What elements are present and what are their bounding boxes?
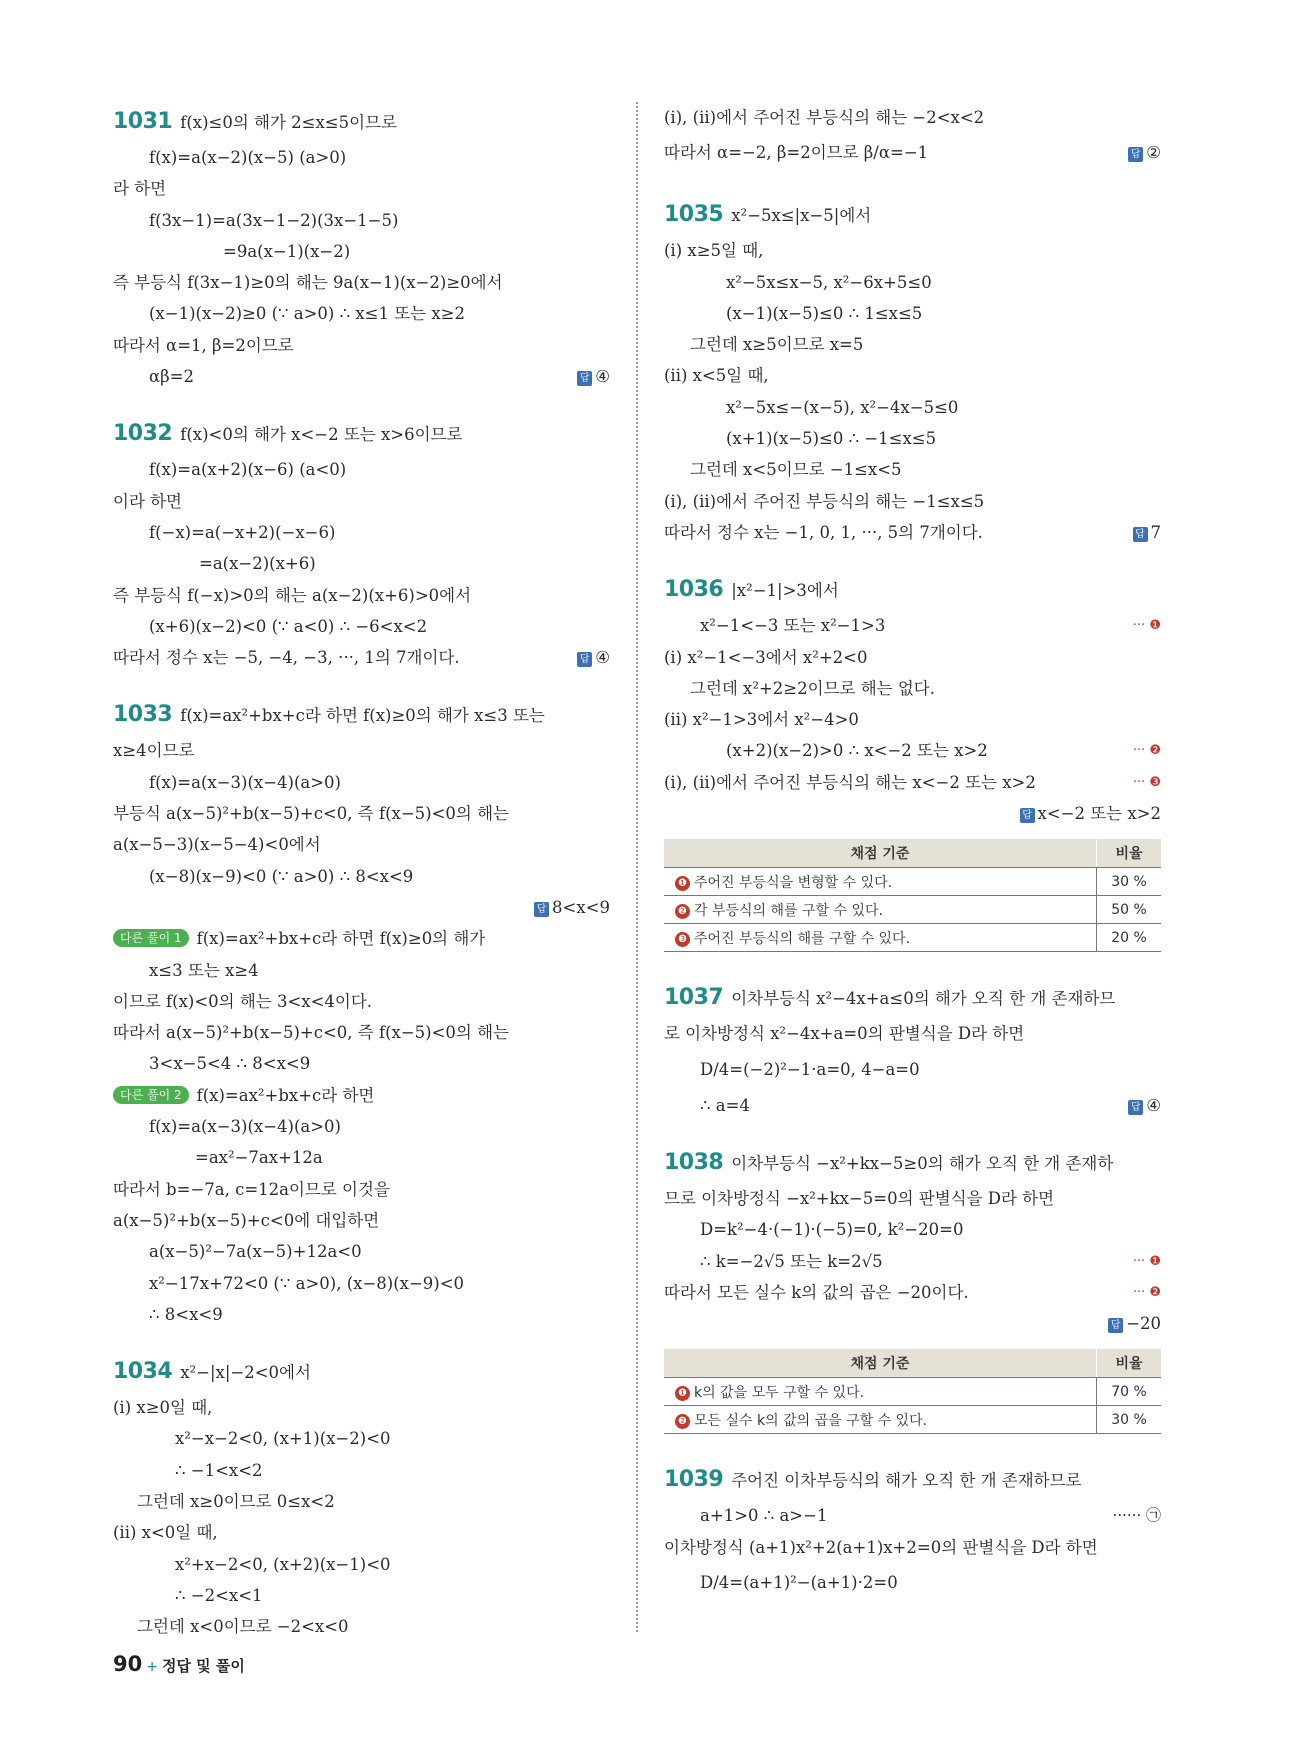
- answer-value: x<−2 또는 x>2: [1037, 804, 1161, 824]
- page-number: 90: [113, 1652, 143, 1676]
- answer-mark: [577, 361, 610, 392]
- solution-line: (ii) x²−1>3에서 x²−4>0: [664, 710, 859, 730]
- answer-value: 7: [1150, 522, 1161, 542]
- problem-1032-header: [113, 414, 610, 454]
- page-footer: [113, 1652, 245, 1676]
- solution-line: 즉 부등식 f(3x−1)≥0의 해는 9a(x−1)(x−2)≥0에서: [113, 273, 503, 293]
- solution-line: ∴ −2<x<1: [175, 1585, 263, 1605]
- solution-line: [113, 892, 610, 923]
- solution-line: [664, 1246, 1161, 1277]
- problem-1037-header: [664, 978, 1161, 1018]
- step-marker: ··· ❶: [1132, 618, 1161, 634]
- solution-line: x²−x−2<0, (x+1)(x−2)<0: [175, 1429, 391, 1449]
- solution-line: x²−17x+72<0 (∵ a>0), (x−8)(x−9)<0: [149, 1273, 465, 1293]
- criterion-text: 각 부등식의 해를 구할 수 있다.: [694, 902, 883, 919]
- solution-text: f(x)=ax²+bx+c라 하면 f(x)≥0의 해가: [196, 929, 486, 949]
- solution-text: ∴ a=4: [700, 1095, 750, 1115]
- solution-line: 즉 부등식 f(−x)>0의 해는 a(x−2)(x+6)>0에서: [113, 585, 472, 605]
- solution-text: αβ=2: [149, 367, 195, 387]
- solution-line: =ax²−7ax+12a: [195, 1148, 323, 1168]
- left-column: [113, 102, 610, 1642]
- problem-1038-header: [664, 1143, 1161, 1183]
- solution-line: 따라서 a(x−5)²+b(x−5)+c<0, 즉 f(x−5)<0의 해는: [113, 1023, 509, 1043]
- answer-icon: 답: [577, 652, 592, 667]
- step-marker: ··· ❸: [1132, 774, 1161, 790]
- problem-number: 1036: [664, 577, 724, 603]
- solution-text: x²−5x≤|x−5|에서: [731, 206, 872, 226]
- solution-text: f(x)≤0의 해가 2≤x≤5이므로: [180, 113, 397, 132]
- solution-text: a+1>0 ∴ a>−1: [700, 1506, 828, 1526]
- solution-line: (i), (ii)에서 주어진 부등식의 해는 −2<x<2: [664, 108, 985, 127]
- solution-text: 이차부등식 x²−4x+a≤0의 해가 오직 한 개 존재하므: [731, 989, 1116, 1009]
- answer-mark: [1020, 798, 1161, 829]
- answer-icon: 답: [534, 902, 549, 917]
- solution-line: [113, 642, 610, 673]
- plus-icon: +: [146, 1659, 158, 1675]
- scoring-table: [664, 839, 1161, 952]
- criterion-marker: ❶: [675, 876, 690, 891]
- solution-line: ∴ −1<x<2: [175, 1460, 263, 1480]
- table-row: [664, 1378, 1161, 1406]
- solution-line: (i), (ii)에서 주어진 부등식의 해는 −1≤x≤5: [664, 491, 985, 511]
- solution-text: 따라서 모든 실수 k의 값의 곱은 −20이다.: [664, 1282, 969, 1302]
- solution-line: [664, 517, 1161, 548]
- answer-icon: 답: [1128, 147, 1143, 162]
- solution-line: [664, 610, 1161, 641]
- solution-line: 그런데 x<0이므로 −2<x<0: [137, 1617, 349, 1637]
- answer-mark: [534, 892, 610, 923]
- solution-line: (i) x≥0일 때,: [113, 1398, 213, 1418]
- solution-line: [664, 767, 1161, 798]
- solution-line: 따라서 b=−7a, c=12a이므로 이것을: [113, 1179, 390, 1199]
- problem-number: 1034: [113, 1359, 173, 1385]
- criterion-marker: ❸: [675, 932, 690, 947]
- problem-1039-header: [664, 1460, 1161, 1500]
- table-row: [664, 896, 1161, 924]
- solution-text: 따라서 정수 x는 −1, 0, 1, ···, 5의 7개이다.: [664, 522, 983, 542]
- answer-value: ④: [1146, 1095, 1161, 1115]
- criterion-text: 모든 실수 k의 값의 곱을 구할 수 있다.: [694, 1412, 928, 1429]
- solution-text: (x+2)(x−2)>0 ∴ x<−2 또는 x>2: [726, 741, 988, 761]
- solution-line: x≤3 또는 x≥4: [149, 960, 259, 980]
- answer-mark: [577, 642, 610, 673]
- solution-line: [664, 1090, 1161, 1121]
- solution-line: [664, 1277, 1161, 1308]
- criterion-text: 주어진 부등식의 해를 구할 수 있다.: [694, 930, 911, 947]
- solution-line: f(x)=a(x−3)(x−4)(a>0): [149, 772, 341, 792]
- problem-1036-header: [664, 570, 1161, 610]
- solution-line: (i) x²−1<−3에서 x²+2<0: [664, 647, 868, 667]
- problem-1035-header: [664, 195, 1161, 235]
- solution-line: 그런데 x≥0이므로 0≤x<2: [137, 1491, 335, 1511]
- solution-line: f(−x)=a(−x+2)(−x−6): [149, 522, 336, 542]
- solution-line: f(x)=a(x−2)(x−5) (a>0): [149, 148, 347, 167]
- solution-line: f(x)=a(x+2)(x−6) (a<0): [149, 460, 347, 480]
- criterion-marker: ❶: [675, 1386, 690, 1401]
- column-divider: [636, 102, 638, 1632]
- solution-line: 그런데 x≥5이므로 x=5: [690, 335, 864, 355]
- solution-line: 므로 이차방정식 −x²+kx−5=0의 판별식을 D라 하면: [664, 1188, 1055, 1208]
- problem-number: 1035: [664, 202, 724, 228]
- solution-line: 부등식 a(x−5)²+b(x−5)+c<0, 즉 f(x−5)<0의 해는: [113, 804, 509, 824]
- solution-line: 이라 하면: [113, 491, 183, 511]
- solution-line: x²+x−2<0, (x+2)(x−1)<0: [175, 1554, 391, 1574]
- solution-line: [664, 1308, 1161, 1339]
- table-header: 비율: [1097, 839, 1162, 868]
- solution-text: (i), (ii)에서 주어진 부등식의 해는 x<−2 또는 x>2: [664, 772, 1036, 792]
- solution-text: f(x)<0의 해가 x<−2 또는 x>6이므로: [180, 425, 463, 445]
- problem-number: 1031: [113, 109, 173, 134]
- answer-icon: 답: [1133, 527, 1148, 542]
- solution-line: 그런데 x²+2≥2이므로 해는 없다.: [690, 678, 935, 698]
- solution-line: 이므로 f(x)<0의 해는 3<x<4이다.: [113, 991, 373, 1011]
- step-marker: ··· ❶: [1132, 1253, 1161, 1269]
- table-header: 채점 기준: [664, 839, 1097, 868]
- table-header: 비율: [1097, 1349, 1162, 1378]
- solution-line: 3<x−5<4 ∴ 8<x<9: [149, 1054, 311, 1074]
- solution-text: 따라서 정수 x는 −5, −4, −3, ···, 1의 7개이다.: [113, 648, 460, 668]
- solution-line: x≥4이므로: [113, 741, 195, 761]
- solution-line: f(x)=a(x−3)(x−4)(a>0): [149, 1117, 341, 1137]
- answer-mark: [1128, 1090, 1161, 1121]
- answer-mark: [1128, 133, 1161, 173]
- solution-line: 로 이차방정식 x²−4x+a=0의 판별식을 D라 하면: [664, 1024, 1025, 1044]
- solution-line: [664, 1500, 1161, 1531]
- criterion-text: 주어진 부등식을 변형할 수 있다.: [694, 874, 893, 891]
- problem-number: 1037: [664, 985, 724, 1011]
- solution-line: x²−5x≤x−5, x²−6x+5≤0: [726, 272, 932, 292]
- table-row: [664, 1406, 1161, 1434]
- answer-icon: 답: [1108, 1318, 1123, 1333]
- solution-line: [113, 361, 610, 392]
- solution-line: =a(x−2)(x+6): [199, 554, 316, 574]
- answer-icon: 답: [577, 371, 592, 386]
- solution-text: x²−1<−3 또는 x²−1>3: [700, 616, 886, 636]
- criterion-ratio: 20 %: [1097, 924, 1162, 952]
- solution-text: ∴ k=−2√5 또는 k=2√5: [700, 1251, 883, 1271]
- problem-1031-header: [113, 102, 610, 142]
- problem-number: 1039: [664, 1467, 724, 1493]
- solution-line: D=k²−4·(−1)·(−5)=0, k²−20=0: [700, 1220, 964, 1240]
- table-row: [664, 868, 1161, 896]
- solution-text: f(x)=ax²+bx+c라 하면: [196, 1085, 375, 1105]
- solution-line: [664, 735, 1161, 766]
- solution-line: 라 하면: [113, 179, 167, 199]
- solution-line: 따라서 α=1, β=2이므로: [113, 335, 294, 355]
- problem-number: 1032: [113, 421, 173, 447]
- right-column: [664, 102, 1161, 1603]
- table-header: 채점 기준: [664, 1349, 1097, 1378]
- scoring-table: [664, 1349, 1161, 1434]
- problem-number: 1038: [664, 1149, 724, 1175]
- solution-text: x²−|x|−2<0에서: [180, 1363, 311, 1383]
- answer-value: ④: [595, 648, 610, 668]
- solution-line: (x−1)(x−2)≥0 (∵ a>0) ∴ x≤1 또는 x≥2: [149, 304, 465, 324]
- answer-icon: 답: [1020, 808, 1035, 823]
- alt-solution-1: [113, 923, 610, 954]
- problem-1034-header: [113, 1352, 610, 1392]
- step-marker: ··· ❷: [1132, 1284, 1161, 1300]
- solution-line: (x+1)(x−5)≤0 ∴ −1≤x≤5: [726, 429, 937, 449]
- answer-value: ④: [595, 367, 610, 387]
- answer-icon: 답: [1128, 1100, 1143, 1115]
- footer-title: 정답 및 풀이: [161, 1657, 245, 1675]
- table-row: [664, 924, 1161, 952]
- criterion-ratio: 30 %: [1097, 1406, 1162, 1434]
- problem-1033-header: [113, 695, 610, 735]
- solution-text: f(x)=ax²+bx+c라 하면 f(x)≥0의 해가 x≤3 또는: [180, 706, 545, 726]
- answer-value: 8<x<9: [552, 897, 610, 917]
- solution-text: |x²−1|>3에서: [731, 581, 839, 601]
- solution-line: =9a(x−1)(x−2): [223, 241, 351, 261]
- solution-text: 따라서 α=−2, β=2이므로 β/α=−1: [664, 143, 929, 163]
- answer-value: ②: [1146, 143, 1161, 163]
- solution-line: a(x−5)²−7a(x−5)+12a<0: [149, 1242, 362, 1262]
- problem-number: 1033: [113, 702, 173, 728]
- solution-line: (ii) x<0일 때,: [113, 1523, 218, 1543]
- criterion-marker: ❷: [675, 1414, 690, 1429]
- solution-line: (ii) x<5일 때,: [664, 366, 769, 386]
- criterion-marker: ❷: [675, 904, 690, 919]
- solution-line: (i) x≥5일 때,: [664, 241, 764, 261]
- solution-line: 그런데 x<5이므로 −1≤x<5: [690, 460, 902, 480]
- criterion-ratio: 30 %: [1097, 868, 1162, 896]
- alt-solution-2: [113, 1080, 610, 1111]
- solution-text: 주어진 이차부등식의 해가 오직 한 개 존재하므로: [731, 1471, 1082, 1491]
- solution-line: (x−1)(x−5)≤0 ∴ 1≤x≤5: [726, 303, 923, 323]
- solution-line: a(x−5)²+b(x−5)+c<0에 대입하면: [113, 1210, 380, 1230]
- solution-text: 이차부등식 −x²+kx−5≥0의 해가 오직 한 개 존재하: [731, 1153, 1114, 1173]
- criterion-ratio: 70 %: [1097, 1378, 1162, 1406]
- answer-mark: [1133, 517, 1162, 548]
- solution-line: a(x−5−3)(x−5−4)<0에서: [113, 835, 321, 855]
- alt-solution-badge: 다른 풀이 1: [113, 929, 189, 947]
- solution-line: (x−8)(x−9)<0 (∵ a>0) ∴ 8<x<9: [149, 866, 414, 886]
- criterion-ratio: 50 %: [1097, 896, 1162, 924]
- equation-tag: ······ ㉠: [1112, 1506, 1161, 1525]
- criterion-text: k의 값을 모두 구할 수 있다.: [694, 1384, 865, 1401]
- solution-line: ∴ 8<x<9: [149, 1304, 223, 1324]
- alt-solution-badge: 다른 풀이 2: [113, 1086, 189, 1104]
- solution-line: 이차방정식 (a+1)x²+2(a+1)x+2=0의 판별식을 D라 하면: [664, 1537, 1098, 1557]
- solution-line: [664, 798, 1161, 829]
- step-marker: ··· ❷: [1132, 743, 1161, 759]
- answer-mark: [1108, 1308, 1161, 1339]
- solution-line: (x+6)(x−2)<0 (∵ a<0) ∴ −6<x<2: [149, 616, 428, 636]
- solution-line: [664, 133, 1161, 173]
- answer-value: −20: [1126, 1314, 1161, 1334]
- solution-line: D/4=(a+1)²−(a+1)·2=0: [700, 1573, 898, 1593]
- solution-line: D/4=(−2)²−1·a=0, 4−a=0: [700, 1059, 920, 1079]
- solution-line: f(3x−1)=a(3x−1−2)(3x−1−5): [149, 210, 399, 230]
- solution-line: x²−5x≤−(x−5), x²−4x−5≤0: [726, 397, 959, 417]
